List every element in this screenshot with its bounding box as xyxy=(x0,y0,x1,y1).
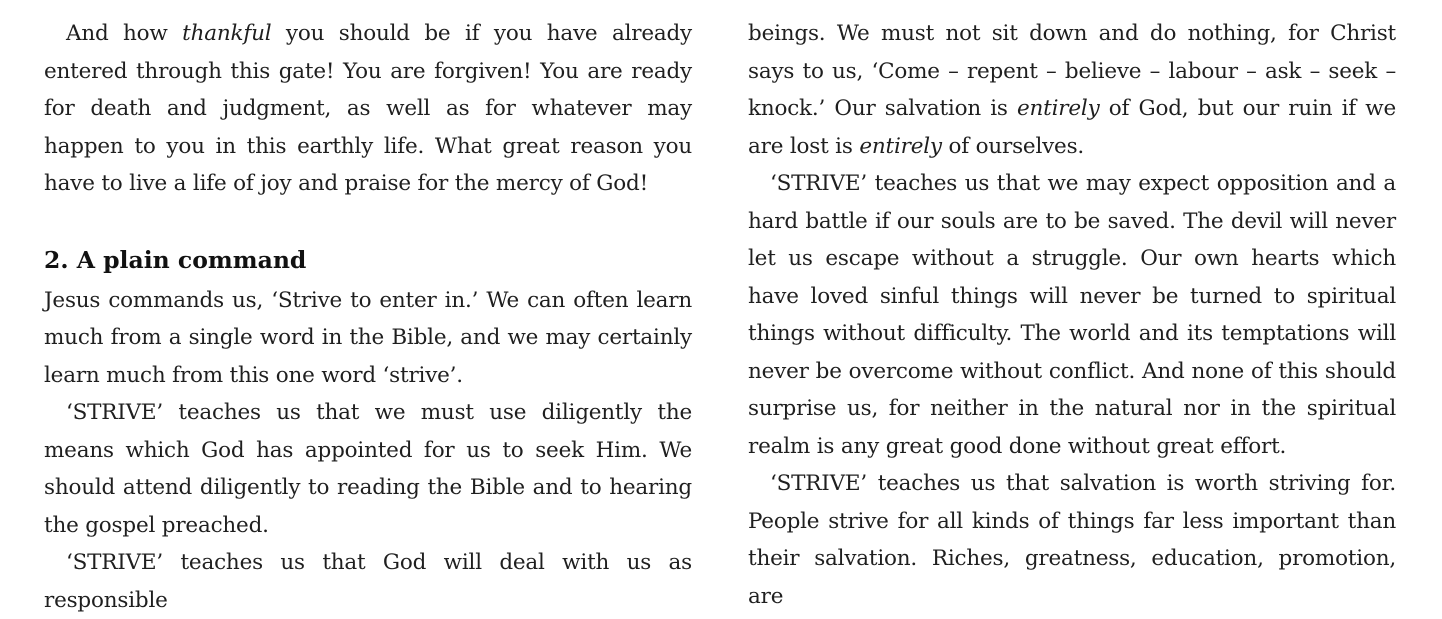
text-span: And how xyxy=(66,21,183,46)
left-column xyxy=(44,15,692,619)
paragraph-command: Jesus commands us, ‘Strive to enter in.’ We can often learn much from a single word in the Bible, and we may certainly learn much from this one word ‘strive’. xyxy=(44,287,692,388)
text-span: of ourselves. xyxy=(941,133,1085,159)
text-span: beings. We must not sit down and do nothing, for Christ says to us, ‘Come – repent – believe – labour – ask – seek – knock.’ Our salvation is xyxy=(748,21,1396,121)
text-span: you should be if you have already entered through this gate! You are forgiven! You are ready for death and judgment, as well as for whatever may happen to you in this earthly life. What great reason you have to live a life of joy and praise for the mercy of God! xyxy=(44,21,692,196)
paragraph-strive-worth: ‘STRIVE’ teaches us that salvation is worth striving for. People strive for all kinds of things far less important than their salvation. Riches, greatness, education, promotion, are xyxy=(748,471,1396,609)
paragraph-strive-means: ‘STRIVE’ teaches us that we must use diligently the means which God has appointed for us to seek Him. We should attend diligently to reading the Bible and to hearing the gospel preached. xyxy=(44,400,692,538)
emphasis-thankful: thankful xyxy=(182,21,272,46)
section-heading: 2. A plain command xyxy=(44,245,307,274)
paragraph-strive-opposition: ‘STRIVE’ teaches us that we may expect opposition and a hard battle if our souls are to be saved. The devil will never let us escape without a struggle. Our own hearts which have loved sinful things will never be turned to spiritual things without difficulty. The world and its temptations will never be overcome without conflict. And none of this should surprise us, for neither in the natural nor in the spiritual realm is any great good done without great effort. xyxy=(748,171,1396,459)
paragraph-thankful xyxy=(44,15,692,203)
right-column xyxy=(748,15,1396,615)
paragraph-strive-responsible: ‘STRIVE’ teaches us that God will deal with us as responsible xyxy=(44,550,692,613)
emphasis-entirely: entirely xyxy=(859,133,942,159)
emphasis-entirely: entirely xyxy=(1017,96,1100,121)
paragraph-beings xyxy=(748,15,1396,165)
text-span: of God, but our ruin if we are lost is xyxy=(748,96,1397,159)
